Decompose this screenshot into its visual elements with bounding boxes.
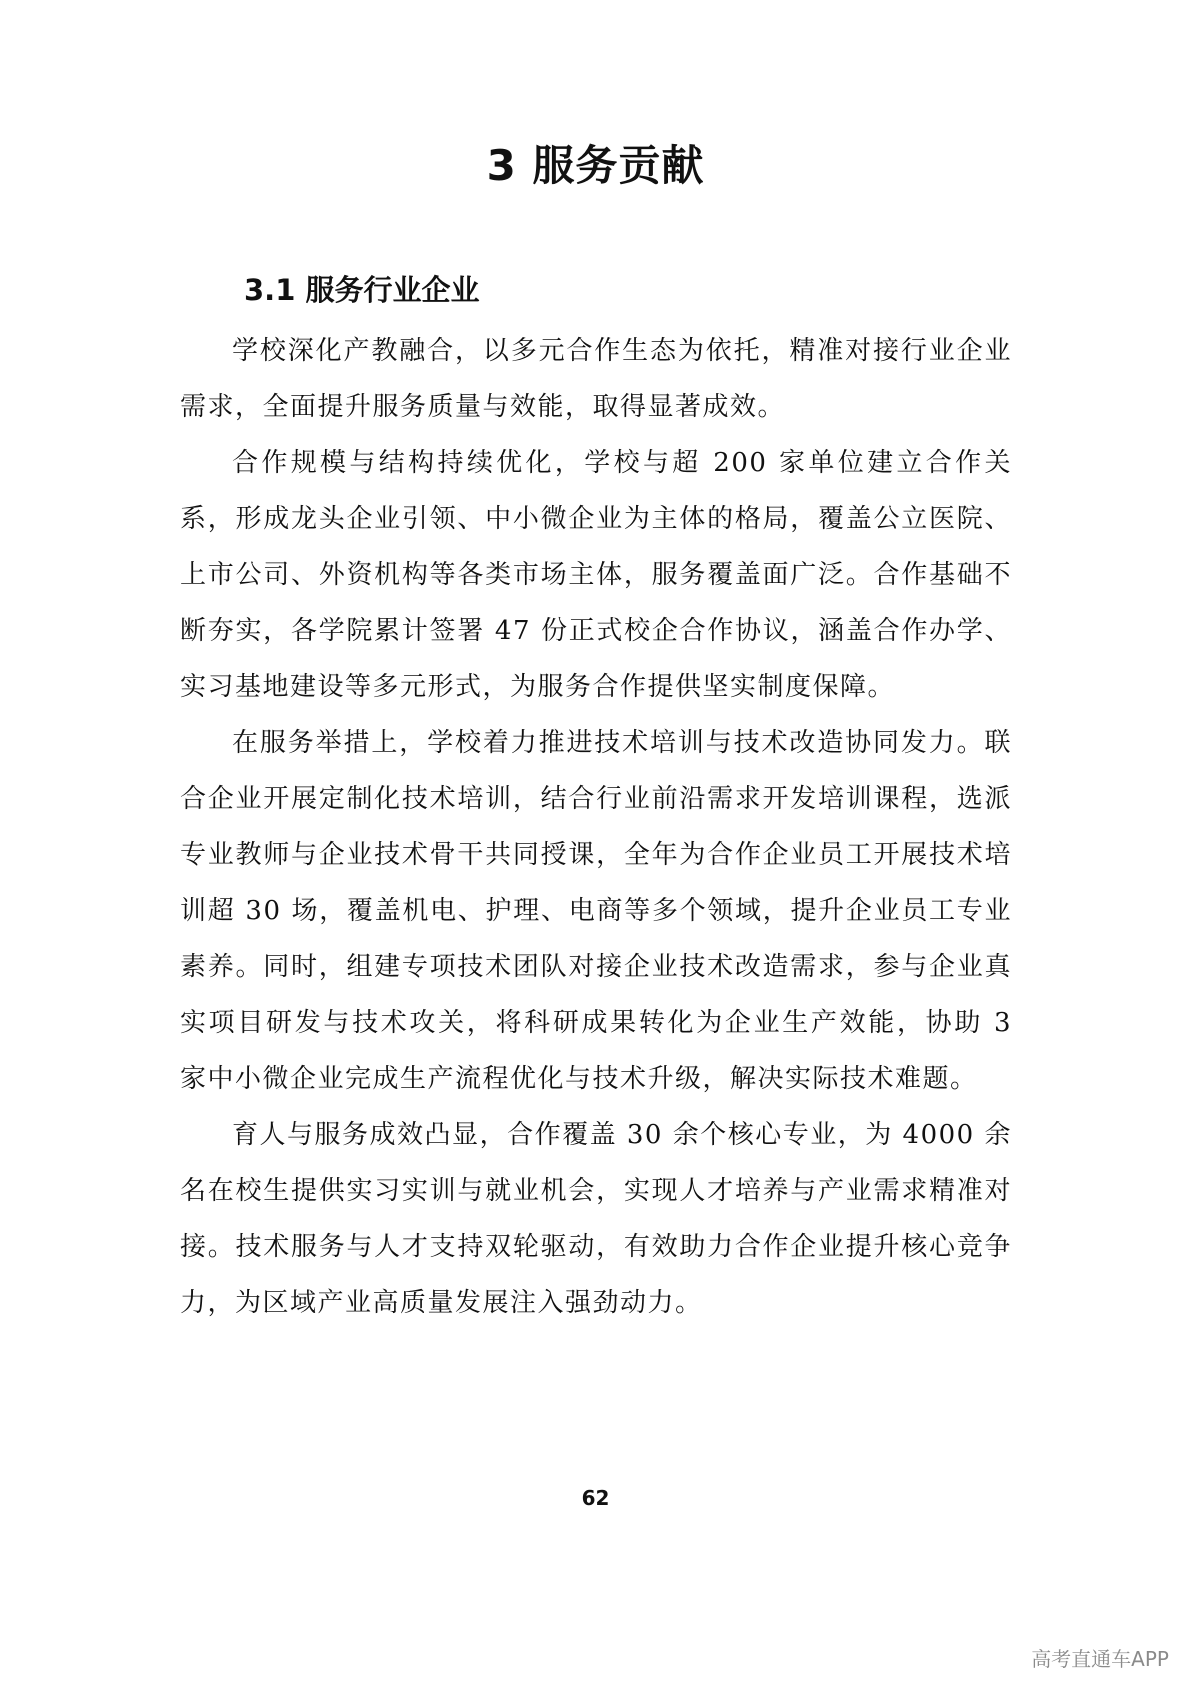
paragraph-service-measures: 在服务举措上，学校着力推进技术培训与技术改造协同发力。联合企业开展定制化技术培训，结合行业前沿需求开发培训课程，选派专业教师与企业技术骨干共同授课，全年为合作企业员工开展技术培训超 30 场，覆盖机电、护理、电商等多个领域，提升企业员工专业素养。同时，组建专项技术团队对接企业技术改造需求，参与企业真实项目研发与技术攻关，将科研成果转化为企业生产效能，协助 3 家中小微企业完成生产流程优化与技术升级，解决实际技术难题。 <box>180 728 1012 1094</box>
paragraph-intro: 学校深化产教融合，以多元合作生态为依托，精准对接行业企业需求，全面提升服务质量与效能，取得显著成效。 <box>180 336 1012 422</box>
document-body <box>180 323 1012 1331</box>
paragraph-outcomes: 育人与服务成效凸显，合作覆盖 30 余个核心专业，为 4000 余名在校生提供实习实训与就业机会，实现人才培养与产业需求精准对接。技术服务与人才支持双轮驱动，有效助力合作企业提升核心竞争力，为区域产业高质量发展注入强劲动力。 <box>180 1120 1012 1318</box>
page-number: 62 <box>581 1486 610 1510</box>
chapter-title: 3 服务贡献 <box>486 141 705 190</box>
section-title: 3.1 服务行业企业 <box>244 273 480 307</box>
watermark: 高考直通车APP <box>1031 1647 1169 1671</box>
paragraph-cooperation-scale: 合作规模与结构持续优化，学校与超 200 家单位建立合作关系，形成龙头企业引领、中小微企业为主体的格局，覆盖公立医院、上市公司、外资机构等各类市场主体，服务覆盖面广泛。合作基础不断夯实，各学院累计签署 47 份正式校企合作协议，涵盖合作办学、实习基地建设等多元形式，为服务合作提供坚实制度保障。 <box>180 448 1012 702</box>
